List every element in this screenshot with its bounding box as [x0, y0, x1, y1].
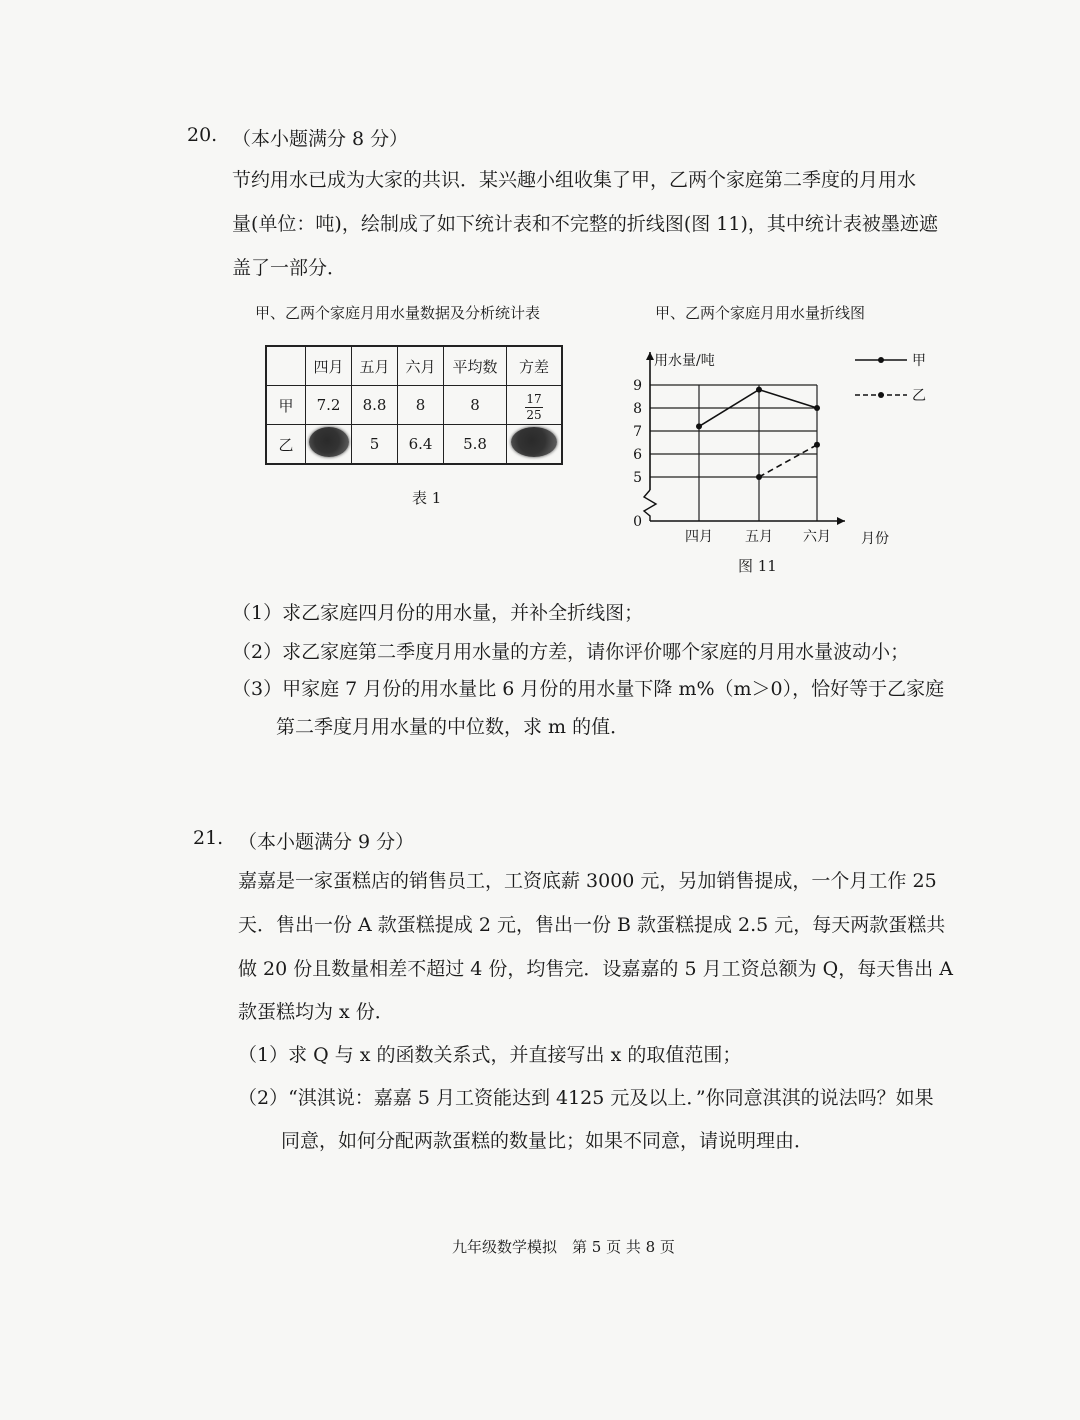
table-cell-yi-may: 5 — [352, 425, 398, 465]
q20-header: （本小题满分 8 分） — [232, 128, 409, 150]
legend-label-1: 乙 — [912, 388, 926, 404]
table-header-empty — [266, 346, 306, 386]
y-tick-label-7: 7 — [633, 424, 642, 440]
q20-intro-line-3: 盖了一部分． — [232, 257, 347, 279]
q21-intro-line-4: 款蛋糕均为 x 份． — [238, 1001, 394, 1023]
y-axis-label: 用水量/吨 — [654, 353, 715, 369]
axis-break — [644, 490, 656, 521]
table-row-label-jia: 甲 — [266, 386, 306, 425]
stats-table — [265, 345, 563, 465]
table-header-june: 六月 — [398, 346, 444, 386]
y-tick-label-0: 0 — [633, 514, 642, 530]
q21-number: 21. — [193, 827, 224, 849]
q21-intro-line-1: 嘉嘉是一家蛋糕店的销售员工，工资底薪 3000 元，另加销售提成，一个月工作 25 — [238, 870, 937, 892]
table-cell-yi-june: 6.4 — [398, 425, 444, 465]
table-cell-yi-mean: 5.8 — [444, 425, 507, 465]
y-tick-label-5: 5 — [633, 470, 642, 486]
q21-intro-line-2: 天．售出一份 A 款蛋糕提成 2 元，售出一份 B 款蛋糕提成 2.5 元，每天两款蛋糕共 — [238, 914, 946, 936]
q21-sub-2: （2）“淇淇说：嘉嘉 5 月工资能达到 4125 元及以上．”你同意淇淇的说法吗？如果 — [238, 1087, 934, 1109]
q21-sub-2-cont: 同意，如何分配两款蛋糕的数量比；如果不同意，请说明理由． — [281, 1130, 814, 1152]
q21-intro-line-3: 做 20 份且数量相差不超过 4 份，均售完．设嘉嘉的 5 月工资总额为 Q，每天售出 A — [238, 958, 953, 980]
table-row-yi — [266, 425, 562, 465]
legend-marker-1 — [878, 392, 884, 398]
table-title: 甲、乙两个家庭月用水量数据及分析统计表 — [255, 304, 541, 322]
chart-caption: 图 11 — [738, 557, 777, 575]
table-cell-jia-variance — [507, 386, 563, 425]
water-usage-line-chart — [620, 340, 926, 547]
x-axis-label: 月份 — [861, 531, 889, 547]
table-cell-yi-variance — [507, 425, 563, 465]
y-tick-label-6: 6 — [633, 447, 642, 463]
series-1-point-1 — [814, 442, 820, 448]
variance-fraction — [525, 393, 543, 422]
legend-marker-0 — [878, 357, 884, 363]
y-axis-arrow — [646, 352, 654, 360]
table-header-row — [266, 346, 562, 386]
table-cell-jia-june: 8 — [398, 386, 444, 425]
q20-sub-1: （1）求乙家庭四月份的用水量，并补全折线图； — [232, 602, 644, 624]
table-caption: 表 1 — [412, 489, 442, 507]
chart-series — [696, 387, 820, 480]
x-tick-label-1: 五月 — [745, 529, 773, 545]
table-cell-jia-may: 8.8 — [352, 386, 398, 425]
series-0-point-2 — [814, 405, 820, 411]
legend-label-0: 甲 — [912, 353, 926, 369]
x-tick-label-0: 四月 — [685, 529, 713, 545]
table-row-label-yi: 乙 — [266, 425, 306, 465]
table-header-variance: 方差 — [507, 346, 563, 386]
table-cell-jia-mean: 8 — [444, 386, 507, 425]
q20-sub-3-cont: 第二季度月用水量的中位数，求 m 的值． — [276, 716, 630, 738]
series-0-point-0 — [696, 423, 702, 429]
chart-axes — [633, 352, 889, 547]
y-tick-label-8: 8 — [633, 401, 642, 417]
chart-legend — [855, 353, 926, 404]
q20-intro-line-1: 节约用水已成为大家的共识．某兴趣小组收集了甲，乙两个家庭第二季度的月用水 — [232, 169, 917, 191]
q21-header: （本小题满分 9 分） — [238, 831, 415, 853]
q20-number: 20. — [187, 124, 218, 146]
q20-intro-line-2: 量(单位：吨)，绘制成了如下统计表和不完整的折线图(图 11)，其中统计表被墨迹遮 — [232, 213, 938, 235]
q20-sub-2: （2）求乙家庭第二季度月用水量的方差，请你评价哪个家庭的月用水量波动小； — [232, 641, 910, 663]
fraction-denominator: 25 — [526, 407, 542, 422]
series-0-point-1 — [756, 387, 762, 393]
series-1-point-0 — [756, 474, 762, 480]
fraction-numerator: 17 — [526, 391, 542, 406]
page-footer: 九年级数学模拟 第 5 页 共 8 页 — [452, 1238, 675, 1256]
chart-title: 甲、乙两个家庭月用水量折线图 — [655, 304, 866, 322]
ink-blot-april — [309, 427, 349, 457]
table-header-may: 五月 — [352, 346, 398, 386]
x-axis-arrow — [837, 517, 845, 525]
table-cell-jia-april: 7.2 — [306, 386, 352, 425]
table-cell-yi-april — [306, 425, 352, 465]
q20-sub-3: （3）甲家庭 7 月份的用水量比 6 月份的用水量下降 m%（m＞0），恰好等于乙家庭 — [232, 678, 945, 700]
table-header-mean: 平均数 — [444, 346, 507, 386]
y-tick-label-9: 9 — [633, 378, 642, 394]
ink-blot-variance — [511, 427, 557, 457]
x-tick-label-2: 六月 — [803, 529, 831, 545]
table-row-jia — [266, 386, 562, 425]
series-line-1 — [759, 445, 817, 477]
table-header-april: 四月 — [306, 346, 352, 386]
q21-sub-1: （1）求 Q 与 x 的函数关系式，并直接写出 x 的取值范围； — [238, 1044, 742, 1066]
